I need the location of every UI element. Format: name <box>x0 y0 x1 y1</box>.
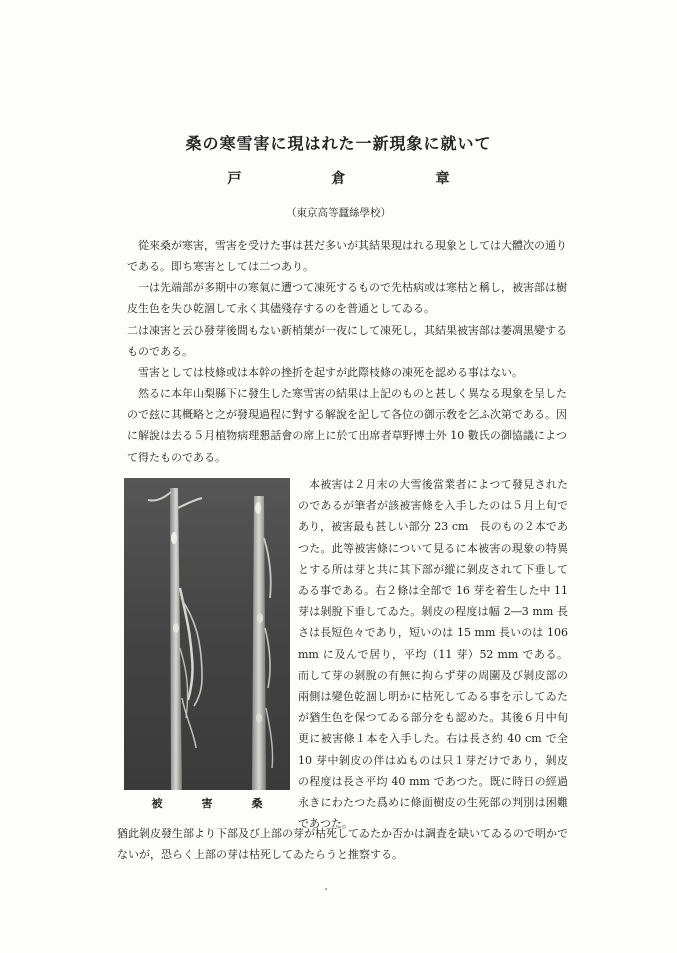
page-speck <box>325 888 327 890</box>
article-title: 桑の寒雪害に現はれた一新現象に就いて <box>185 134 492 153</box>
paragraph-conclusion: 猶此剝皮發生部より下部及び上部の芽が枯死してゐたか否かは調査を缺いてゐるので明かでないが，恐らく上部の芽は枯死してゐたらうと推察する。 <box>117 827 568 862</box>
figure-caption: 被 害 桑 <box>151 797 277 810</box>
damaged-mulberry-photo <box>124 478 290 790</box>
author-affiliation: （東京高等蠶絲學校） <box>286 207 391 219</box>
paragraph-cold-damage-2: 二は凍害と云ひ發芽後間もない新梢葉が一夜にして凍死し，其結果被害部は萎凋黒變するものである。 <box>127 324 567 359</box>
author-name: 戸 倉 章 <box>227 171 488 187</box>
mulberry-branch-image <box>124 478 290 790</box>
paragraph-cold-damage-1: 一は先端部が多期中の寒氣に遭つて凍死するもので先枯病或は寒枯と稱し，被害部は樹皮生色を失ひ乾涸して永く其儘殘存するのを普通としてゐる。 <box>127 281 567 316</box>
paragraph-new-phenomenon: 然るに本年山梨縣下に發生した寒雪害の結果は上記のものと甚しく異なる現象を呈したので玆に其概略と之が發現過程に對する解說を記して各位の御示敎を乞ふ次第である。因に解說は去る５月植物病理懇話會の席上に於て出席者草野博士外 10 數氏の御協議によつて得たものである。 <box>127 387 567 464</box>
paragraph-snow-damage: 雪害としては枝條或は本幹の挫折を起すが此際枝條の凍死を認める事はない。 <box>138 366 523 379</box>
paragraph-damage-description: 本被害は２月末の大雪後當業者によつて發見されたのであるが筆者が該被害條を入手したのは５月上旬であり，被害最も甚しい部分 23 cm 長のもの２本であつた。此等被害條について見るに本被害の現象の特異とする所は芽と共に其下部が縱に剝皮されて下垂してゐる事である。右２條は全部で 16 芽を着生した中 11 芽は剝脫下垂してゐた。剝皮の程度は幅 2―3 mm 長さは長短色々であり，短いのは 15 mm 長いのは 106 mm に及んで居り，平均（11 芽）52 mm である。而して芽の剝脫の有無に拘らず芽の周圍及び剝皮部の兩側は變色乾涸し明かに枯死してゐる事を示してゐたが猶生色を保つてゐる部分をも認めた。其後６月中旬更に被害條１本を入手した。右は長さ約 40 cm で全 10 芽中剝皮の伴はぬものは只１芽だけであり，剝皮の程度は長さ平均 40 mm であつた。既に時日の經過永きにわたつた爲めに條面樹皮の生死部の判別は困難であつた。 <box>298 478 568 831</box>
paragraph-intro: 從來桑が寒害，雪害を受けた事は甚だ多いが其結果現はれる現象としては大體次の通りである。即ち寒害としては二つあり。 <box>127 239 567 274</box>
